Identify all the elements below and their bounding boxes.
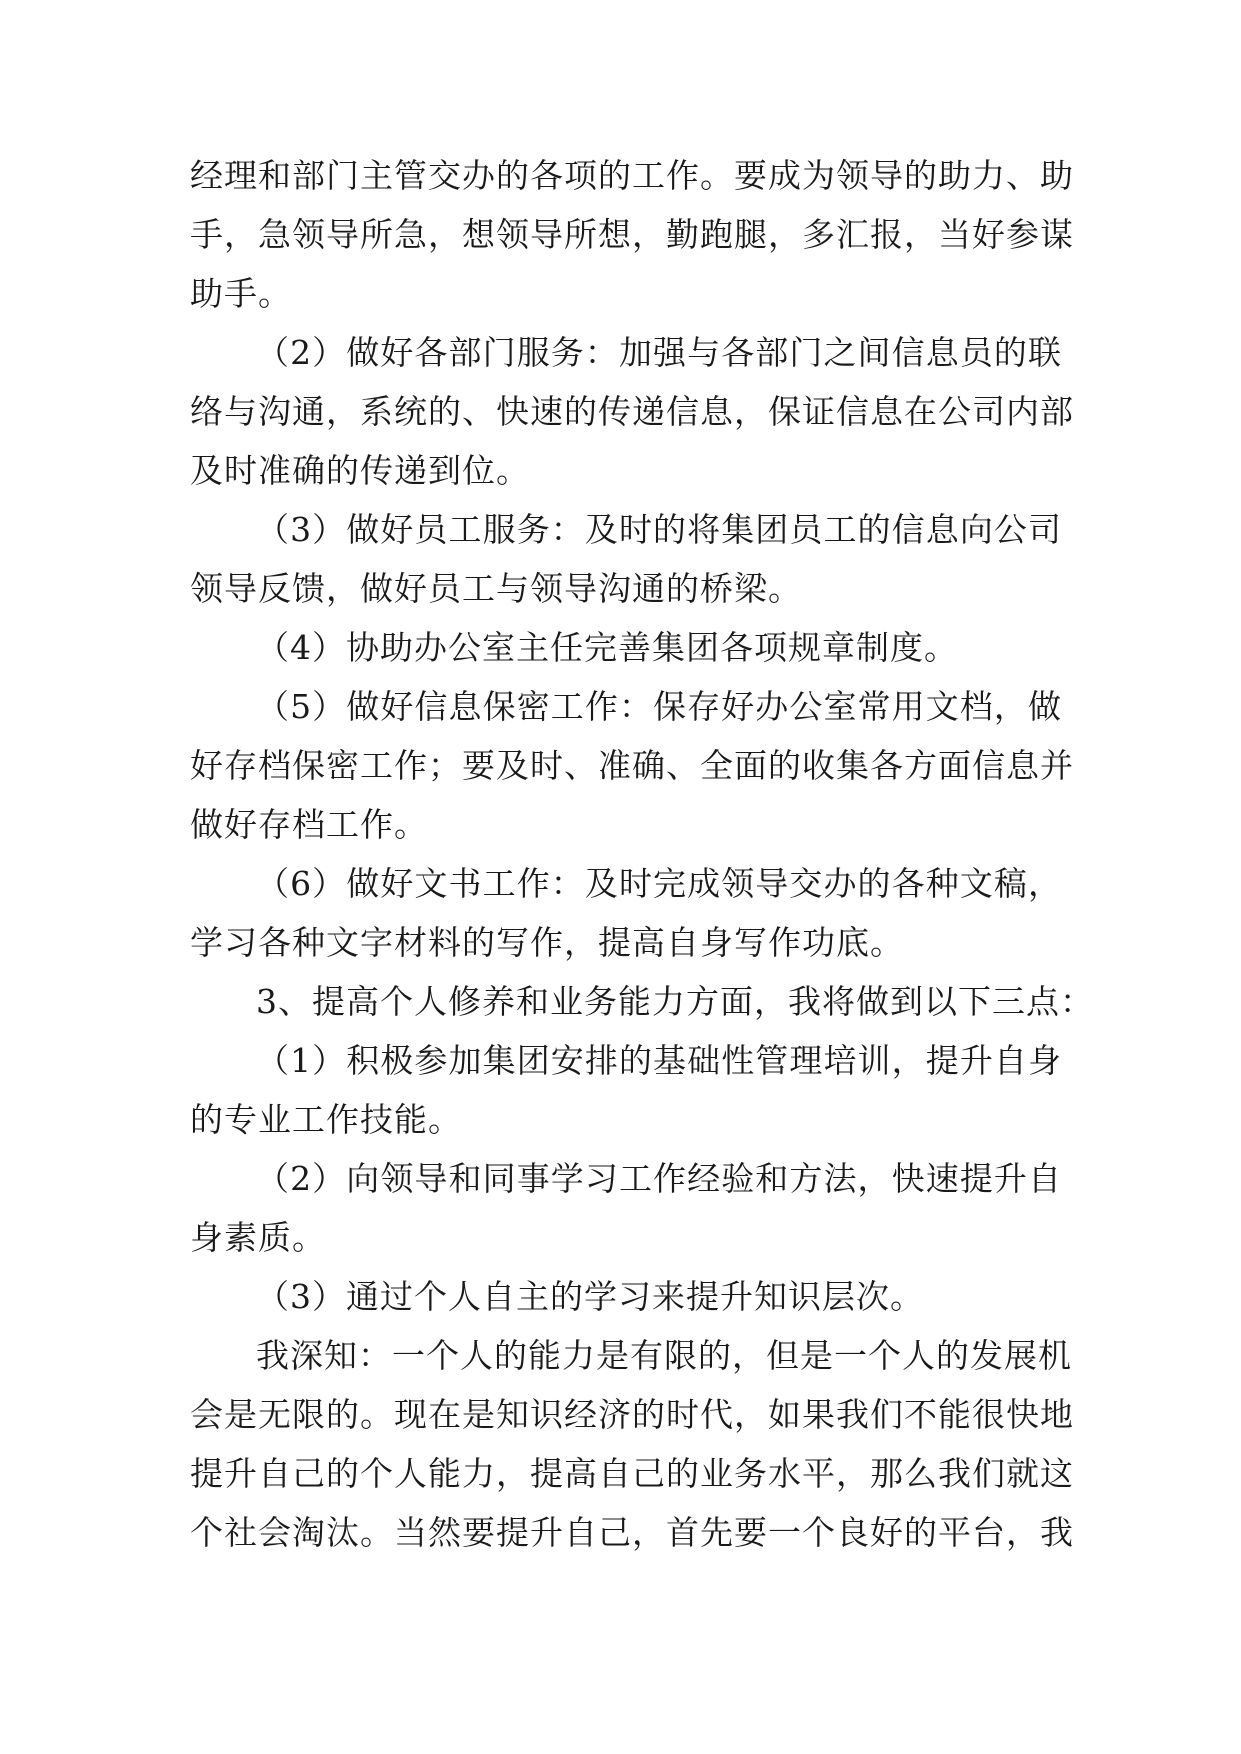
text-line: 会是无限的。现在是知识经济的时代，如果我们不能很快地	[190, 1395, 1074, 1434]
text-line: 领导反馈，做好员工与领导沟通的桥梁。	[190, 569, 802, 608]
text-line: 的专业工作技能。	[190, 1100, 462, 1139]
text-line: 3、提高个人修养和业务能力方面，我将做到以下三点：	[256, 982, 1094, 1021]
text-line: 个社会淘汰。当然要提升自己，首先要一个良好的平台，我	[190, 1513, 1074, 1552]
document-body	[190, 146, 1094, 1562]
text-line: （1）积极参加集团安排的基础性管理培训，提升自身	[256, 1041, 1062, 1080]
text-line: （2）向领导和同事学习工作经验和方法，快速提升自	[256, 1159, 1062, 1198]
text-line: 我深知：一个人的能力是有限的，但是一个人的发展机	[256, 1336, 1072, 1375]
text-line: 助手。	[190, 274, 292, 313]
text-line: （2）做好各部门服务：加强与各部门之间信息员的联	[256, 333, 1062, 372]
text-line: 学习各种文字材料的写作，提高自身写作功底。	[190, 923, 904, 962]
text-line: 经理和部门主管交办的各项的工作。要成为领导的助力、助	[190, 156, 1074, 195]
text-line: （3）做好员工服务：及时的将集团员工的信息向公司	[256, 510, 1062, 549]
text-line: （3）通过个人自主的学习来提升知识层次。	[256, 1277, 924, 1316]
text-line: 手，急领导所急，想领导所想，勤跑腿，多汇报，当好参谋	[190, 215, 1074, 254]
text-line: 提升自己的个人能力，提高自己的业务水平，那么我们就这	[190, 1454, 1074, 1493]
text-line: （5）做好信息保密工作：保存好办公室常用文档，做	[256, 687, 1062, 726]
text-line: 及时准确的传递到位。	[190, 451, 530, 490]
text-line: （4）协助办公室主任完善集团各项规章制度。	[256, 628, 958, 667]
text-line: 好存档保密工作；要及时、准确、全面的收集各方面信息并	[190, 746, 1074, 785]
text-line: 做好存档工作。	[190, 805, 428, 844]
text-line: 络与沟通，系统的、快速的传递信息，保证信息在公司内部	[190, 392, 1074, 431]
text-line: 身素质。	[190, 1218, 326, 1257]
text-line: （6）做好文书工作：及时完成领导交办的各种文稿，	[256, 864, 1062, 903]
